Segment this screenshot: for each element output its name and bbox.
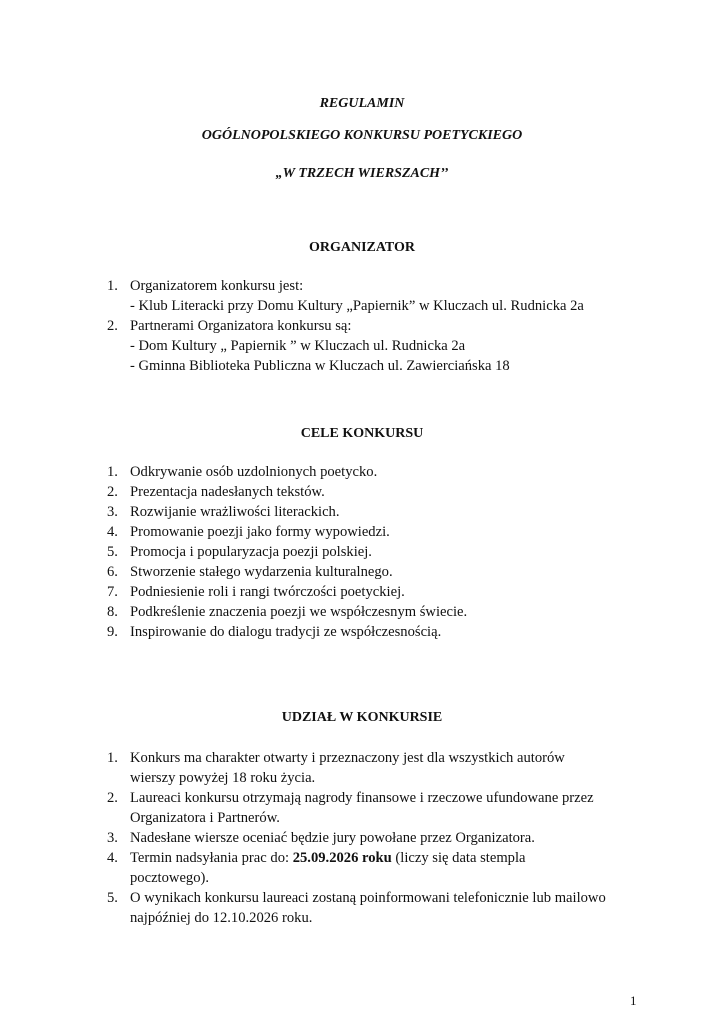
section-heading-organizer: ORGANIZATOR bbox=[308, 240, 416, 255]
item-text: O wynikach konkursu laureaci zostaną poinformowani telefonicznie lub mailowo bbox=[130, 890, 606, 906]
item-text: Promocja i popularyzacja poezji polskiej. bbox=[130, 544, 372, 560]
item-text-continued: Organizatora i Partnerów. bbox=[130, 810, 280, 826]
participation-list bbox=[107, 748, 667, 928]
item-text: Nadesłane wiersze oceniać będzie jury powołane przez Organizatora. bbox=[130, 830, 535, 846]
item-subline: - Gminna Biblioteka Publiczna w Kluczach ul. Zawierciańska 18 bbox=[130, 358, 510, 374]
list-item bbox=[107, 622, 667, 642]
title-contest-name: OGÓLNOPOLSKIEGO KONKURSU POETYCKIEGO bbox=[201, 128, 523, 143]
section-heading-goals: CELE KONKURSU bbox=[300, 426, 424, 441]
item-text: Laureaci konkursu otrzymają nagrody finansowe i rzeczowe ufundowane przez bbox=[130, 790, 594, 806]
list-item bbox=[107, 828, 667, 848]
list-item bbox=[107, 542, 667, 562]
item-text: Promowanie poezji jako formy wypowiedzi. bbox=[130, 524, 390, 540]
list-item bbox=[107, 482, 667, 502]
list-item bbox=[107, 582, 667, 602]
item-number: 2. bbox=[107, 790, 118, 806]
item-number: 3. bbox=[107, 504, 118, 520]
item-number: 2. bbox=[107, 318, 118, 334]
item-text-continued: wierszy powyżej 18 roku życia. bbox=[130, 770, 316, 786]
list-item bbox=[107, 748, 667, 788]
item-number: 5. bbox=[107, 544, 118, 560]
item-number: 1. bbox=[107, 464, 118, 480]
list-item bbox=[107, 276, 667, 316]
item-number: 2. bbox=[107, 484, 118, 500]
list-item bbox=[107, 522, 667, 542]
item-number: 1. bbox=[107, 278, 118, 294]
list-item bbox=[107, 462, 667, 482]
item-number: 4. bbox=[107, 524, 118, 540]
list-item bbox=[107, 316, 667, 376]
item-number: 3. bbox=[107, 830, 118, 846]
organizer-list bbox=[107, 276, 667, 376]
list-item bbox=[107, 562, 667, 582]
item-text: Rozwijanie wrażliwości literackich. bbox=[130, 504, 340, 520]
item-subline: - Klub Literacki przy Domu Kultury „Papiernik” w Kluczach ul. Rudnicka 2a bbox=[130, 298, 584, 314]
list-item bbox=[107, 788, 667, 828]
item-number: 7. bbox=[107, 584, 118, 600]
title-contest-motto: „W TRZECH WIERSZACH’’ bbox=[275, 166, 449, 181]
item-text: Podniesienie roli i rangi twórczości poetyckiej. bbox=[130, 584, 405, 600]
item-text: Organizatorem konkursu jest: bbox=[130, 278, 304, 294]
item-text: Termin nadsyłania prac do: bbox=[130, 850, 293, 866]
item-text-tail: (liczy się data stempla bbox=[391, 850, 526, 866]
item-number: 9. bbox=[107, 624, 118, 640]
item-text: Odkrywanie osób uzdolnionych poetycko. bbox=[130, 464, 378, 480]
item-subline: - Dom Kultury „ Papiernik ” w Kluczach ul. Rudnicka 2a bbox=[130, 338, 466, 354]
item-number: 5. bbox=[107, 890, 118, 906]
page-number: 1 bbox=[630, 993, 637, 1008]
item-text: Podkreślenie znaczenia poezji we współczesnym świecie. bbox=[130, 604, 468, 620]
section-heading-participation: UDZIAŁ W KONKURSIE bbox=[281, 710, 443, 725]
list-item bbox=[107, 888, 667, 928]
title-regulamin: REGULAMIN bbox=[319, 96, 405, 111]
item-number: 8. bbox=[107, 604, 118, 620]
item-text-continued: pocztowego). bbox=[130, 870, 210, 886]
list-item bbox=[107, 848, 667, 888]
item-text-continued: najpóźniej do 12.10.2026 roku. bbox=[130, 910, 313, 926]
item-text: Stworzenie stałego wydarzenia kulturalnego. bbox=[130, 564, 393, 580]
item-text: Inspirowanie do dialogu tradycji ze współczesnością. bbox=[130, 624, 442, 640]
item-number: 1. bbox=[107, 750, 118, 766]
list-item bbox=[107, 502, 667, 522]
item-number: 6. bbox=[107, 564, 118, 580]
deadline-date: 25.09.2026 roku bbox=[292, 850, 392, 866]
item-text: Partnerami Organizatora konkursu są: bbox=[130, 318, 352, 334]
list-item bbox=[107, 602, 667, 622]
item-text: Prezentacja nadesłanych tekstów. bbox=[130, 484, 325, 500]
goals-list bbox=[107, 462, 667, 642]
item-text: Konkurs ma charakter otwarty i przeznaczony jest dla wszystkich autorów bbox=[130, 750, 565, 766]
item-number: 4. bbox=[107, 850, 118, 866]
